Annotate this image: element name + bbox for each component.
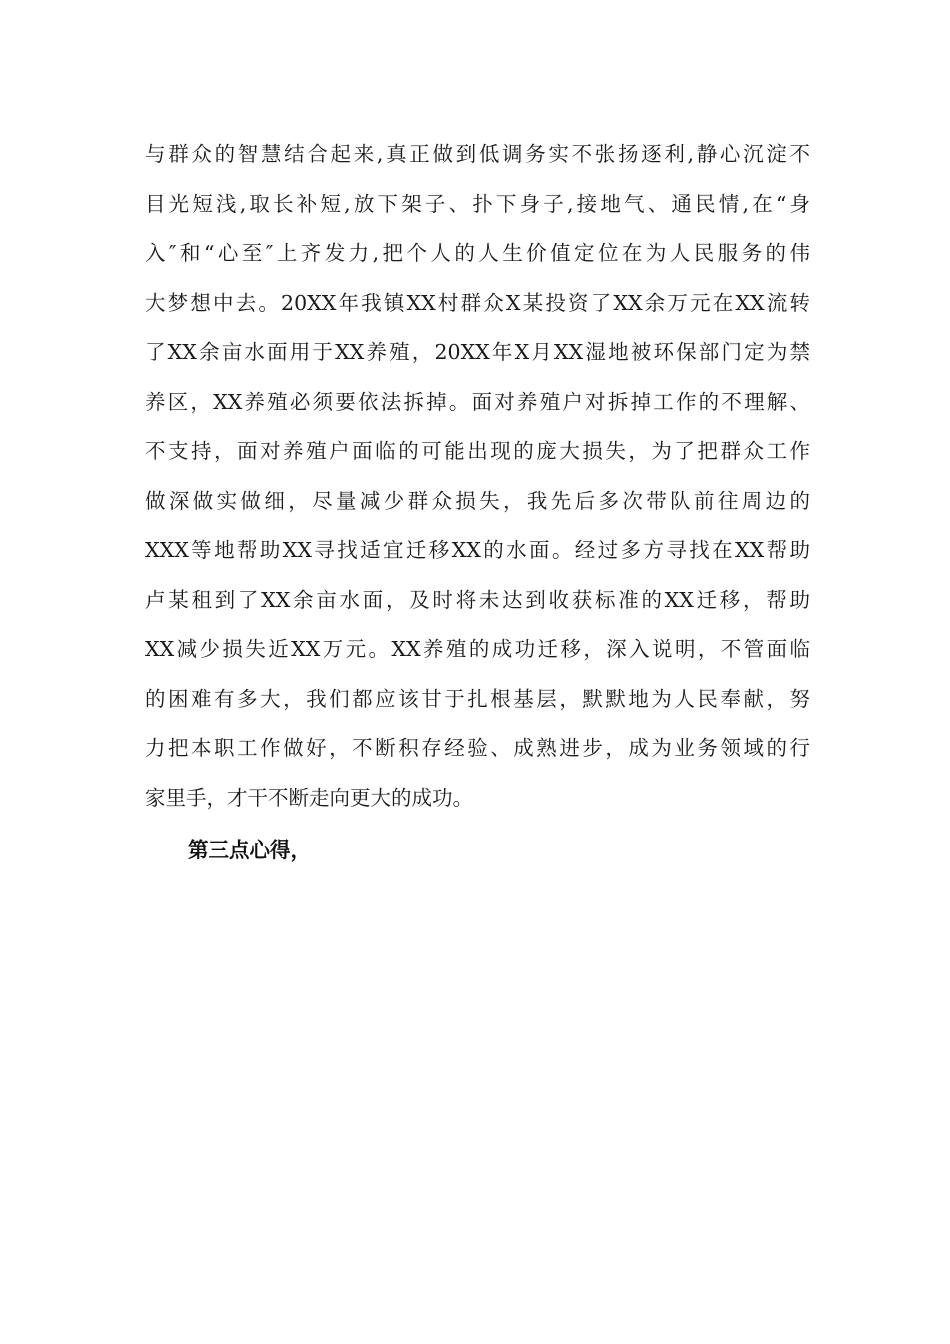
paragraph-line: 入″和“心至″上齐发力,把个人的人生价值定位在为人民服务的伟: [145, 241, 810, 265]
paragraph-line: 家里手，才干不断走向更大的成功。: [145, 785, 473, 810]
paragraph-line: 力把本职工作做好，不断积存经验、成熟进步，成为业务领域的行: [145, 736, 810, 760]
paragraph-line: 卢某租到了XX余亩水面，及时将未达到收获标准的XX迁移，帮助: [145, 587, 810, 612]
body-paragraph: [145, 130, 810, 823]
paragraph-line: 与群众的智慧结合起来,真正做到低调务实不张扬逐利,静心沉淀不: [145, 142, 810, 166]
paragraph-line: 了XX余亩水面用于XX养殖，20XX年X月XX湿地被环保部门定为禁: [145, 340, 810, 364]
section-heading: 第三点心得，: [188, 838, 311, 862]
paragraph-line: XXX等地帮助XX寻找适宜迁移XX的水面。经过多方寻找在XX帮助: [145, 538, 810, 562]
paragraph-line: 大梦想中去。20XX年我镇XX村群众X某投资了XX余万元在XX流转: [145, 290, 810, 315]
paragraph-line: 目光短浅,取长补短,放下架子、扑下身子,接地气、通民情,在“身: [145, 191, 810, 216]
paragraph-line: XX减少损失近XX万元。XX养殖的成功迁移，深入说明，不管面临: [145, 637, 810, 661]
paragraph-line: 做深做实做细，尽量减少群众损失，我先后多次带队前往周边的: [145, 488, 810, 513]
paragraph-line: 的困难有多大，我们都应该甘于扎根基层，默默地为人民奉献，努: [145, 686, 810, 711]
paragraph-line: 不支持，面对养殖户面临的可能出现的庞大损失，为了把群众工作: [145, 439, 810, 463]
paragraph-line: 养区，XX养殖必须要依法拆掉。面对养殖户对拆掉工作的不理解、: [145, 389, 810, 414]
